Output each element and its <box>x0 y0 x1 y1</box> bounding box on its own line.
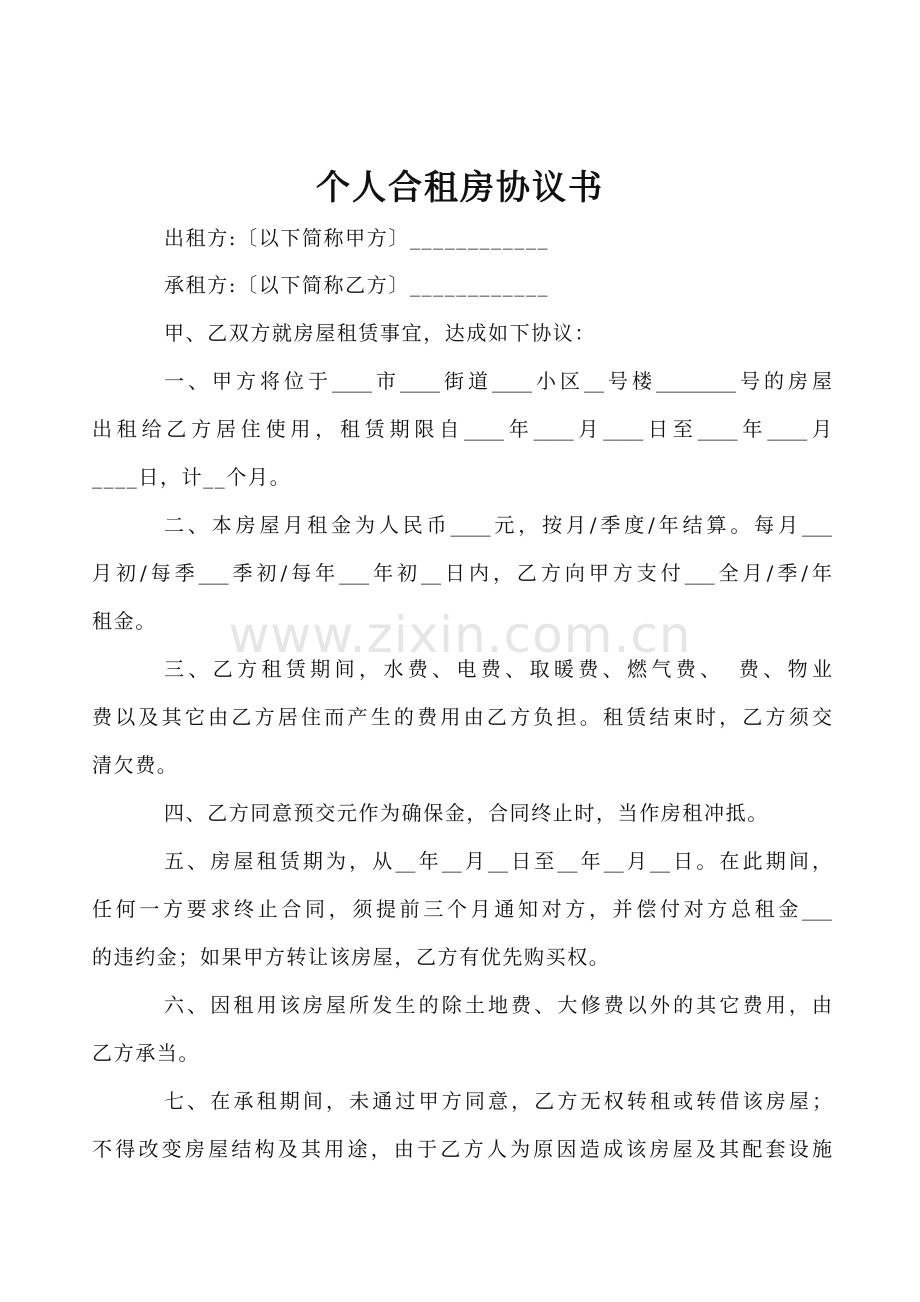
clause-2-line-1: 二、本房屋月租金为人民币____元，按月/季度/年结算。每月___ <box>164 513 832 537</box>
clause-6-line-2: 乙方承当。 <box>92 1041 200 1065</box>
clause-2-line-2: 月初/每季___季初/每年___年初__日内，乙方向甲方支付___全月/季/年 <box>92 561 832 585</box>
clause-6-line-1: 六、因租用该房屋所发生的除土地费、大修费以外的其它费用，由 <box>164 993 832 1017</box>
clause-5-line-1: 五、房屋租赁期为，从__年__月__日至__年__月__日。在此期间， <box>164 849 832 873</box>
paragraph-line-lessee: 承租方:〔以下简称乙方〕____________ <box>164 273 550 297</box>
clause-4-line-1: 四、乙方同意预交元作为确保金，合同终止时，当作房租冲抵。 <box>164 801 769 825</box>
clause-5-line-3: 的违约金；如果甲方转让该房屋，乙方有优先购买权。 <box>92 945 611 969</box>
clause-1-line-1: 一、甲方将位于____市____街道____小区__号楼________号的房屋 <box>164 369 832 393</box>
clause-3-line-3: 清欠费。 <box>92 753 179 777</box>
clause-5-line-2: 任何一方要求终止合同，须提前三个月通知对方，并偿付对方总租金___ <box>92 897 832 921</box>
clause-1-line-3: ____日，计__个月。 <box>92 465 292 489</box>
clause-2-line-3: 租金。 <box>92 609 157 633</box>
paragraph-line-intro: 甲、乙双方就房屋租赁事宜，达成如下协议： <box>164 321 596 345</box>
clause-3-line-1: 三、乙方租赁期间，水费、电费、取暖费、燃气费、 费、物业 <box>164 657 832 681</box>
clause-1-line-2: 出租给乙方居住使用，租赁期限自____年____月____日至____年____月 <box>92 417 832 441</box>
clause-3-line-2: 费以及其它由乙方居住而产生的费用由乙方负担。租赁结束时，乙方须交 <box>92 705 832 729</box>
watermark: www.zixin.com.cn <box>228 606 692 664</box>
clause-7-line-1: 七、在承租期间，未通过甲方同意，乙方无权转租或转借该房屋； <box>164 1089 832 1113</box>
paragraph-line-lessor: 出租方:〔以下简称甲方〕____________ <box>164 226 550 250</box>
document-title: 个人合租房协议书 <box>316 168 604 208</box>
clause-7-line-2: 不得改变房屋结构及其用途，由于乙方人为原因造成该房屋及其配套设施 <box>92 1137 832 1161</box>
